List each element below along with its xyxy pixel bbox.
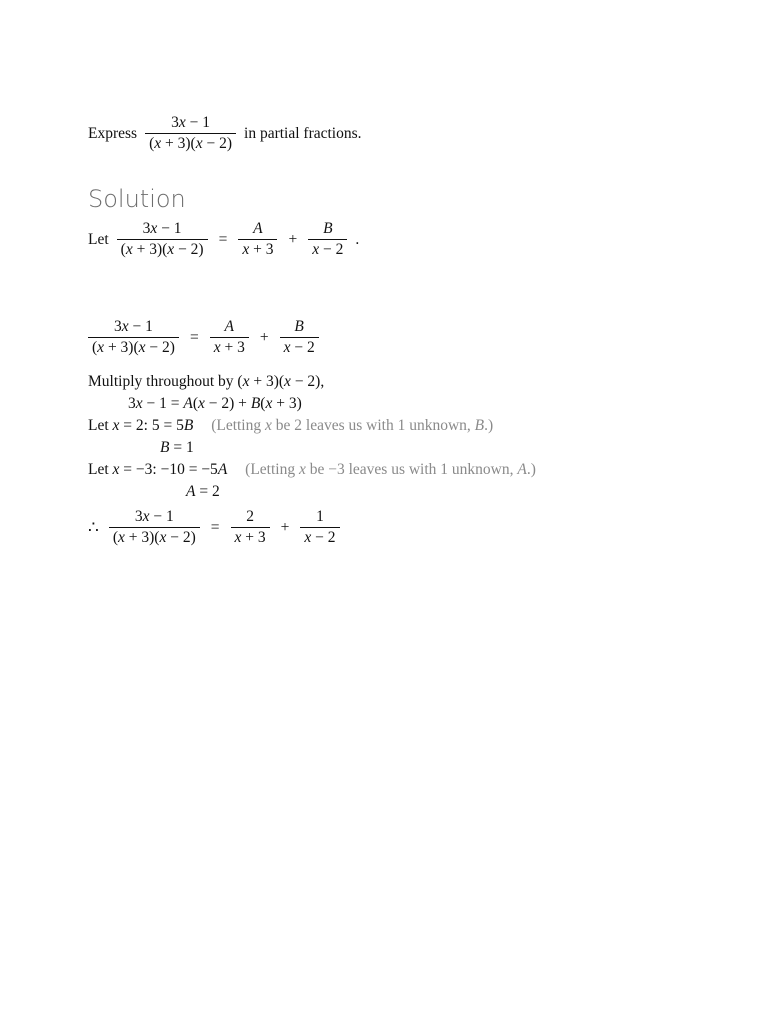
- fraction-numerator: 2: [246, 508, 254, 525]
- step-note: (Letting x be 2 leaves us with 1 unknown, B.): [211, 417, 494, 434]
- fraction-A: [210, 318, 249, 357]
- step-multiply: Multiply throughout by (x + 3)(x − 2),: [88, 373, 325, 390]
- fraction-numerator: A: [253, 220, 263, 237]
- fraction-numerator: 3x − 1: [171, 114, 210, 131]
- lhs-fraction: [117, 220, 208, 259]
- step-let-x-minus-3: [88, 461, 536, 479]
- fraction-denominator: x − 2: [308, 239, 347, 259]
- fraction-B: [280, 318, 319, 357]
- fraction-numerator: 3x − 1: [134, 508, 174, 525]
- fraction-numerator: A: [224, 318, 234, 335]
- step-B-value: B = 1: [160, 439, 194, 456]
- let-label: Let: [88, 230, 109, 248]
- plus-sign: +: [259, 328, 269, 346]
- lhs-fraction: [109, 508, 200, 547]
- step-let-x-2: [88, 417, 493, 435]
- step-text: Let x = 2: 5 = 5B: [88, 417, 194, 434]
- problem-suffix: in partial fractions.: [244, 124, 362, 142]
- step-text: Let x = −3: −10 = −5A: [88, 461, 228, 478]
- fraction-denominator: (x + 3)(x − 2): [88, 337, 179, 357]
- fraction-numerator: 3x − 1: [114, 318, 153, 335]
- fraction-numerator: 1: [316, 508, 324, 525]
- plus-sign: +: [288, 230, 298, 248]
- fraction-B: [308, 220, 347, 259]
- period: .: [355, 230, 360, 248]
- fraction-numerator: B: [323, 220, 333, 237]
- solution-heading: Solution: [88, 185, 186, 213]
- step-note: (Letting x be −3 leaves us with 1 unknown, A.): [245, 461, 536, 478]
- fraction-denominator: x − 2: [280, 337, 319, 357]
- fraction-numerator: 3x − 1: [142, 220, 182, 237]
- fraction-denominator: (x + 3)(x − 2): [145, 133, 236, 153]
- problem-prefix: Express: [88, 124, 138, 142]
- fraction-denominator: (x + 3)(x − 2): [117, 239, 208, 259]
- fraction-denominator: x − 2: [300, 527, 339, 547]
- let-equation: [88, 220, 359, 259]
- fraction-A: [238, 220, 277, 259]
- equals-sign: =: [189, 328, 199, 346]
- equals-sign: =: [210, 518, 220, 536]
- result-fraction-B: [300, 508, 339, 547]
- fraction-numerator: B: [294, 318, 304, 335]
- fraction-denominator: (x + 3)(x − 2): [109, 527, 200, 547]
- partial-fraction-equation: [88, 318, 323, 357]
- final-result: [88, 508, 344, 547]
- problem-fraction: [145, 114, 236, 153]
- fraction-denominator: x + 3: [231, 527, 270, 547]
- step-A-value: A = 2: [186, 483, 220, 500]
- lhs-fraction: [88, 318, 179, 357]
- step-identity: 3x − 1 = A(x − 2) + B(x + 3): [128, 395, 302, 412]
- equals-sign: =: [218, 230, 228, 248]
- therefore-symbol: ∴: [88, 517, 99, 537]
- plus-sign: +: [280, 518, 290, 536]
- fraction-denominator: x + 3: [210, 337, 249, 357]
- result-fraction-A: [231, 508, 270, 547]
- fraction-denominator: x + 3: [238, 239, 277, 259]
- problem-statement: [88, 114, 362, 153]
